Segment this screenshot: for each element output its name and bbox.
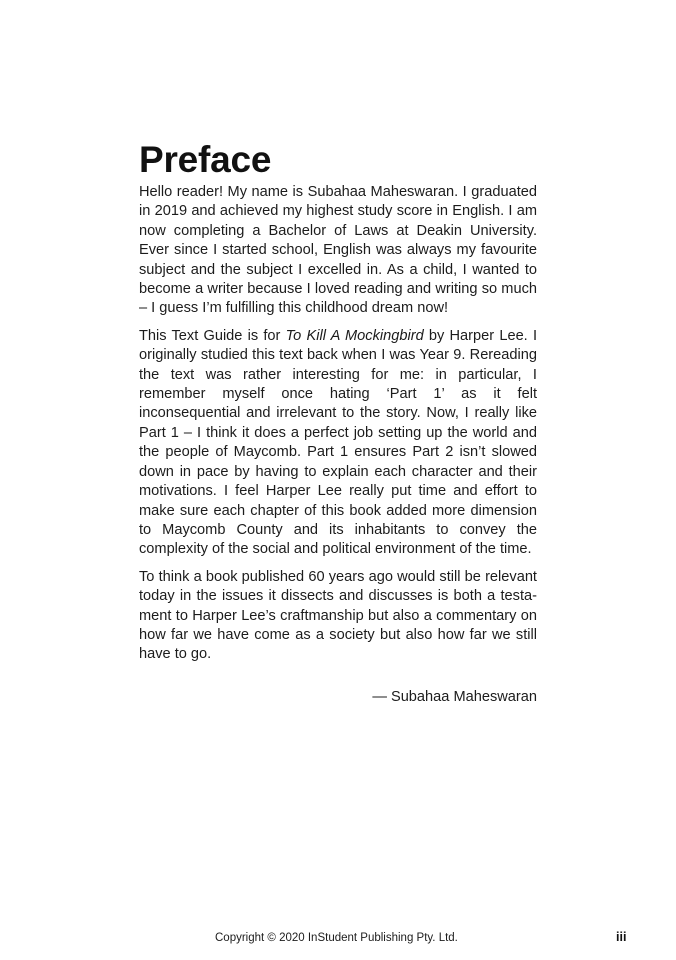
page-title: Preface — [139, 139, 272, 180]
paragraph-intro: Hello reader! My name is Subahaa Maheswaran. I graduated in 2019 and achieved my highest study score in English. I am now completing a Bachelor of Laws at Deakin University. Ever since I started school, English was always my favourite subject and the subject I excelled in. As a child, I wanted to become a writer because I loved reading and writing so much – I guess I’m fulfilling this childhood dream now! — [139, 184, 537, 317]
footer-copyright: Copyright © 2020 InStudent Publishing Pty. Ltd. — [215, 932, 458, 944]
paragraph-text-guide-lead: This Text Guide is for — [139, 327, 286, 344]
author-signature: — Subahaa Maheswaran — [372, 688, 537, 705]
page-number: iii — [616, 930, 627, 944]
page-content — [139, 138, 537, 707]
paragraph-text-guide-body: by Harper Lee. I originally studied this text back when I was Year 9. Rereading the text was rather interesting for me: in particular, I remember myself once hating ‘Part 1’ as it felt inconsequential and irrelevant to the story. Now, I really like Part 1 – I think it does a perfect job setting up the world and the people of Maycomb. Part 1 ensures Part 2 isn’t slowed down in pace by having to explain each character and their motivations. I feel Harper Lee really put time and effort to make sure each chapter of this book added more dimension to Maycomb County and its inhabitants to convey the complexity of the social and political environment of the time. — [139, 327, 537, 558]
paragraph-text-guide — [139, 327, 537, 560]
book-title: To Kill A Mockingbird — [285, 327, 424, 344]
paragraph-relevance: To think a book published 60 years ago would still be relevant today in the issues it dissects and discusses is both a testament to Harper Lee’s craftmanship but also a commentary on how far we have come as a society but also how far we still have to go. — [139, 568, 537, 663]
